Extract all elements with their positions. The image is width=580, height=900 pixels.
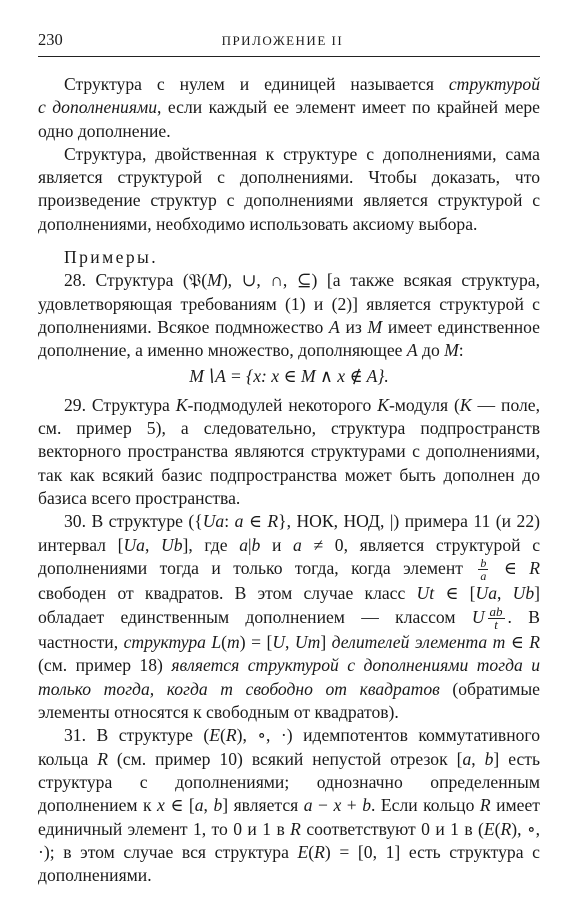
example-30: 30. В структуре ({Ua: a ∈ R}, НОК, НОД, |) примера 11 (и 22) интервал [Ua, Ub], где a|b и a ≠ 0, является структурой с дополнениями тогда и только тогда, когда элемент $\frac{b}{a}$ ∈ R свободен от квадратов. В этом случае класс Ut ∈ [Ua, Ub] обладает единственным дополнением — классом U $\frac{ab}{t}$ . В частности, структура L(m) = [U, Um] делителей элемента m ∈ R (см. пример 18) является структурой с дополнениями тогда и только тогда, когда m свободно от квадратов (обратимые элементы относятся к свободным от квадратов).: [38, 511, 541, 723]
example-31: 31. В структуре (E(R), ∘, ·) идемпотентов коммутативного кольца R (см. пример 10) всякий непустой отрезок [a, b] есть структура с дополнениями; однозначно определенным дополнением к x ∈ [a, b] является a − x + b. Если кольцо R имеет единичный элемент 1, то 0 и 1 в R соответствуют 0 и 1 в (E(R), ∘, ·); в этом случае вся структура E(R) = [0, 1] есть структура с дополнениями.: [38, 725, 540, 886]
examples-heading: Примеры.: [64, 247, 159, 268]
paragraph-definition: Структура с нулем и единицей называется структурой с дополнениями, если каждый ее элемент имеет по крайней мере одно дополнение.: [38, 74, 540, 141]
book-page: [38, 30, 540, 887]
page-number: 230: [38, 30, 63, 49]
running-title: ПРИЛОЖЕНИЕ II: [221, 33, 344, 48]
page-body: [38, 73, 540, 887]
formula-complement: M∖A = {x: x ∈ M ∧ x ∉ A}.: [189, 365, 389, 386]
example-29: 29. Структура K-подмодулей некоторого K-модуля (K — поле, см. пример 5), а следовательно, структура подпространств векторного пространства являются структурами с дополнениями, так как всякий базис подпространства может быть дополнен до базиса всего пространства.: [38, 394, 541, 509]
fraction-ab-over-t: $\frac{ab}{t}$: [489, 604, 503, 633]
fraction-b-over-a: $\frac{b}{a}$: [480, 556, 487, 584]
running-header: [38, 30, 540, 57]
paragraph-dual: Структура, двойственная к структуре с дополнениями, сама является структурой с дополнениями. Чтобы доказать, что произведение структур с дополнениями является структурой с дополнениями, необходимо использовать аксиому выбора.: [38, 143, 540, 234]
example-28: 28. Структура (𝔓(M), ∪, ∩, ⊆) [а также всякая структура, удовлетворяющая требованиям (1) и (2)] является структурой с дополнениями. Всякое подмножество A из M имеет единственное дополнение, а именно множество, дополняющее A до M:: [38, 270, 540, 361]
